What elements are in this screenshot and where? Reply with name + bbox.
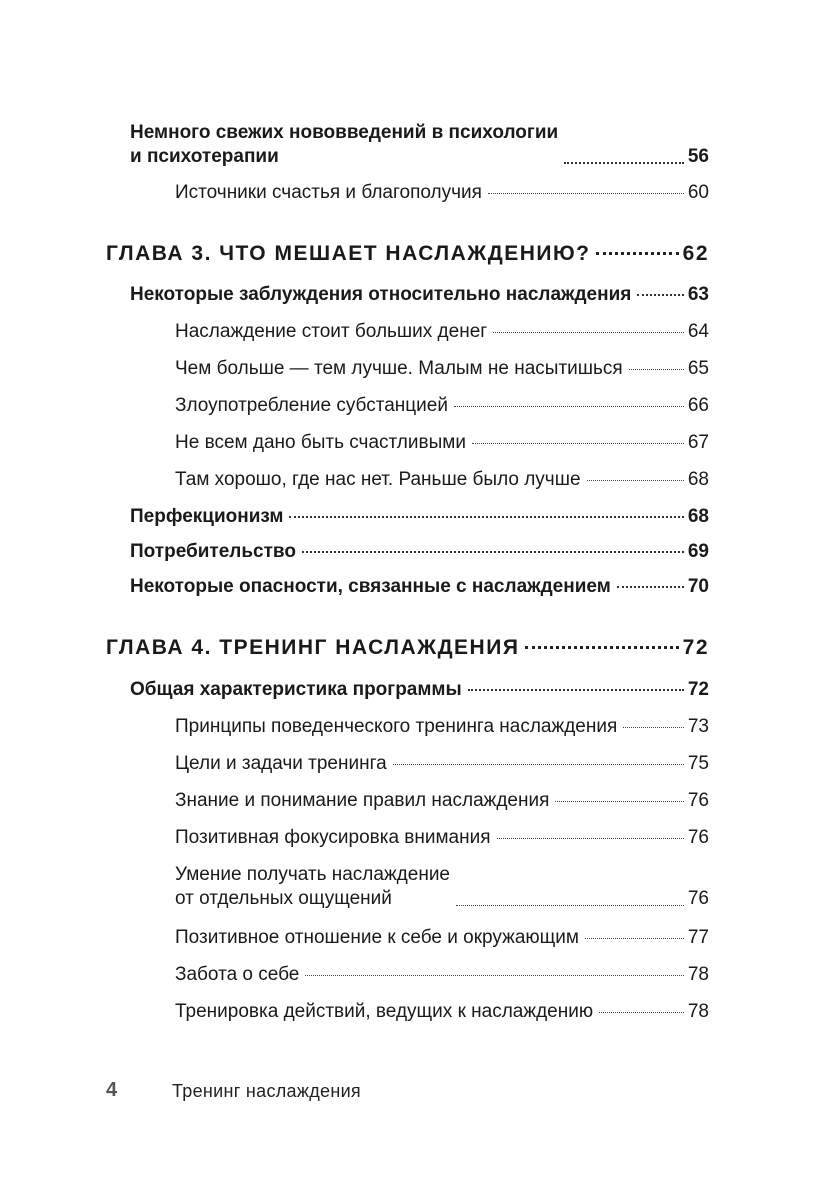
dot-leader — [629, 369, 684, 370]
toc-entry-title: Знание и понимание правил наслаждения — [175, 790, 550, 811]
toc-page-number: 69 — [687, 541, 709, 562]
dot-leader — [587, 480, 684, 481]
toc-entry-title: Не всем дано быть счастливыми — [175, 432, 466, 453]
dot-leader — [468, 689, 684, 691]
dot-leader — [472, 443, 684, 444]
dot-leader — [454, 406, 684, 407]
dot-leader — [596, 252, 678, 255]
toc-page-number: 56 — [687, 146, 709, 167]
toc-chapter-heading — [106, 241, 709, 267]
toc-entry-title: Позитивное отношение к себе и окружающим — [175, 927, 579, 948]
dot-leader — [488, 193, 684, 194]
toc-entry — [130, 678, 709, 702]
toc-entry-title: Там хорошо, где нас нет. Раньше было лучше — [175, 469, 581, 490]
toc-entry-title-line-2: от отдельных ощущений — [175, 888, 392, 909]
toc-entry-title: Цели и задачи тренинга — [175, 753, 387, 774]
footer-running-title: Тренинг наслаждения — [172, 1081, 361, 1101]
toc-entry-title-line-2: и психотерапии — [130, 146, 279, 167]
toc-entry-title: Источники счастья и благополучия — [175, 182, 482, 203]
toc-entry-title: Позитивная фокусировка внимания — [175, 827, 491, 848]
toc-page-number: 65 — [687, 358, 709, 379]
toc-entry — [175, 468, 709, 492]
dot-leader — [497, 838, 684, 839]
toc-page-number: 77 — [687, 927, 709, 948]
toc-entry — [175, 1000, 709, 1024]
toc-page-number: 67 — [687, 432, 709, 453]
dot-leader — [493, 332, 684, 333]
toc-entry-title: Чем больше — тем лучше. Малым не насытишься — [175, 358, 623, 379]
dot-leader — [302, 551, 684, 553]
dot-leader — [393, 764, 684, 765]
toc-entry-title: Потребительство — [130, 541, 296, 562]
toc-entry — [130, 283, 709, 307]
toc-page-number: 64 — [687, 321, 709, 342]
toc-entry — [175, 963, 709, 987]
chapter-title: ГЛАВА 4. ТРЕНИНГ НАСЛАЖДЕНИЯ — [106, 636, 520, 659]
toc-entry — [175, 431, 709, 455]
toc-page-number: 70 — [687, 576, 709, 597]
dot-leader — [637, 294, 683, 296]
toc-entry-title: Некоторые заблуждения относительно наслаждения — [130, 284, 632, 305]
dot-leader — [289, 516, 683, 518]
toc-page-number: 68 — [687, 469, 709, 490]
toc-page-number: 72 — [682, 636, 709, 659]
toc-entry — [175, 863, 709, 911]
toc-entry — [175, 926, 709, 950]
toc-entry-title — [130, 121, 558, 169]
dot-leader — [617, 586, 684, 588]
toc-page-number: 76 — [687, 827, 709, 848]
toc-entry-title-line-1: Немного свежих нововведений в психологии — [130, 122, 559, 143]
toc-page-number: 76 — [687, 790, 709, 811]
toc-entry — [130, 540, 709, 564]
toc-page-number: 62 — [682, 242, 709, 265]
toc-page-number: 63 — [687, 284, 709, 305]
toc-entry — [175, 320, 709, 344]
toc-entry — [130, 121, 709, 169]
footer-page-number: 4 — [106, 1079, 118, 1101]
chapter-title: ГЛАВА 3. ЧТО МЕШАЕТ НАСЛАЖДЕНИЮ? — [106, 242, 591, 265]
toc-entry-title: Принципы поведенческого тренинга наслаждения — [175, 716, 618, 737]
toc-chapter-heading — [106, 635, 709, 661]
dot-leader — [585, 938, 684, 939]
toc-page-number: 72 — [687, 679, 709, 700]
dot-leader — [564, 162, 684, 164]
toc-entry — [175, 789, 709, 813]
toc-entry — [175, 752, 709, 776]
toc-entry-title-line-1: Умение получать наслаждение — [175, 864, 450, 885]
toc-entry — [175, 715, 709, 739]
toc-entry-title: Некоторые опасности, связанные с наслаждением — [130, 576, 611, 597]
toc-entry-title: Тренировка действий, ведущих к наслаждению — [175, 1001, 594, 1022]
toc-entry — [130, 575, 709, 599]
toc-entry — [175, 826, 709, 850]
toc-entry-title — [175, 863, 450, 911]
toc-page-number: 60 — [687, 182, 709, 203]
toc-entry-title: Наслаждение стоит больших денег — [175, 321, 488, 342]
toc-entry — [175, 181, 709, 205]
toc-page-number: 76 — [687, 888, 709, 909]
toc-entry-title: Общая характеристика программы — [130, 679, 462, 700]
dot-leader — [525, 646, 678, 649]
toc-page-number: 66 — [687, 395, 709, 416]
toc-entry-title: Перфекционизм — [130, 506, 284, 527]
dot-leader — [599, 1012, 684, 1013]
toc-entry-title: Забота о себе — [175, 964, 300, 985]
dot-leader — [555, 801, 683, 802]
toc-page-number: 68 — [687, 506, 709, 527]
toc-entry-title: Злоупотребление субстанцией — [175, 395, 448, 416]
toc-page-number: 78 — [687, 1001, 709, 1022]
dot-leader — [305, 975, 684, 976]
toc-entry — [130, 505, 709, 529]
dot-leader — [456, 905, 684, 906]
toc-page-number: 78 — [687, 964, 709, 985]
toc-entry — [175, 357, 709, 381]
dot-leader — [623, 727, 684, 728]
toc-entry — [175, 394, 709, 418]
toc-page-number: 75 — [687, 753, 709, 774]
toc-page-number: 73 — [687, 716, 709, 737]
